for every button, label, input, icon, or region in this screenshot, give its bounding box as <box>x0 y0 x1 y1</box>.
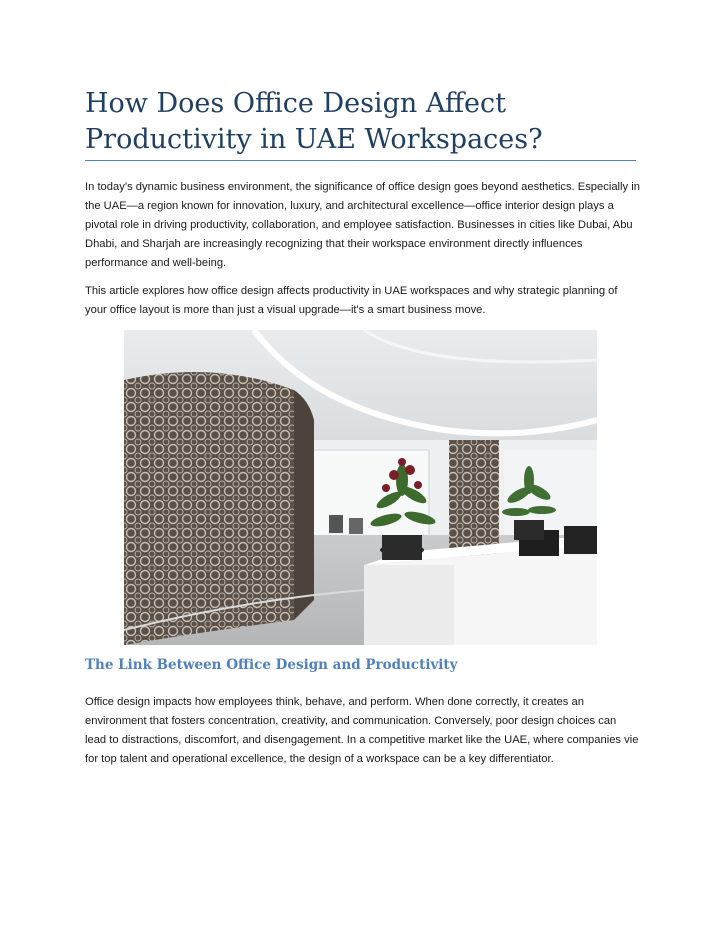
section-heading: The Link Between Office Design and Productivity <box>85 657 458 673</box>
title-divider <box>85 160 636 161</box>
intro-paragraph-1: In today’s dynamic business environment, the significance of office design goes beyond aesthetics. Especially in the UAE—a region known for innovation, luxury, and architectural excellence—office interior design plays a pivotal role in driving productivity, collaboration, and employee satisfaction. Businesses in cities like Dubai, Abu Dhabi, and Sharjah are increasingly recognizing that their workspace environment directly influences performance and well-being. <box>85 181 640 269</box>
office-interior-photo <box>124 330 597 645</box>
article-title: How Does Office Design Affect Productivity in UAE Workspaces? <box>85 88 543 155</box>
intro-paragraph-2: This article explores how office design affects productivity in UAE workspaces and why strategic planning of your office layout is more than just a visual upgrade—it's a smart business move. <box>85 285 618 316</box>
section-paragraph: Office design impacts how employees think, behave, and perform. When done correctly, it creates an environment that fosters concentration, creativity, and communication. Conversely, poor design choices can lead to distractions, discomfort, and disengagement. In a competitive market like the UAE, where companies vie for top talent and operational excellence, the design of a workspace can be a key differentiator. <box>85 696 639 765</box>
